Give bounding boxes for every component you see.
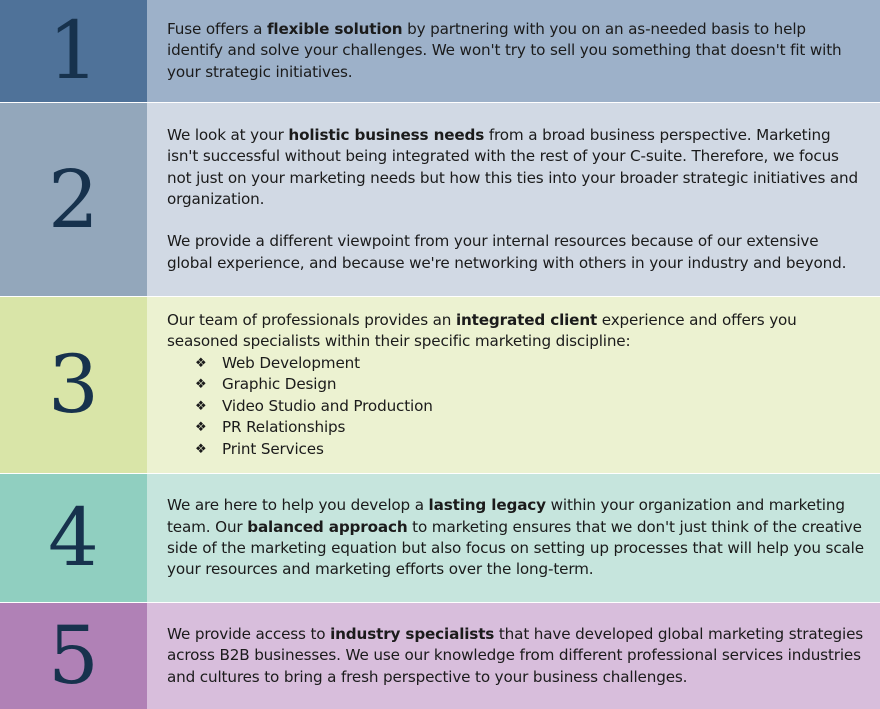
section-5 [0,603,880,709]
highlight-text: holistic business needs [288,125,485,144]
list-item [195,417,866,438]
section-number: 1 [0,0,147,102]
text-run: from a broad business perspective. Marketing isn't successful without being integrated with the rest of your C-suite. Therefore, we focus not just on your marketing needs but how this ties into your broader strategic initiatives and organization. [167,125,859,208]
section-3 [0,297,880,473]
highlight-text: integrated client [455,311,598,330]
paragraph-gap [167,210,866,231]
list-item-label: Graphic Design [222,375,337,394]
section-text [147,103,880,296]
paragraph [167,19,866,83]
paragraph [167,495,866,581]
list-item-label: Print Services [222,439,324,458]
diamond-bullet-icon: ❖ [195,355,207,371]
text-run: We are here to help you develop a [167,496,429,515]
highlight-text: flexible solution [266,19,403,38]
section-2 [0,103,880,296]
highlight-text: lasting legacy [428,496,546,515]
section-text [147,603,880,709]
list-item [195,353,866,374]
highlight-text: balanced approach [247,517,408,536]
paragraph [167,310,866,353]
diamond-bullet-icon: ❖ [195,441,207,457]
section-1 [0,0,880,102]
paragraph [167,624,866,688]
paragraph [167,125,866,211]
specialty-list [167,353,866,460]
section-number: 4 [0,474,147,602]
diamond-bullet-icon: ❖ [195,398,207,414]
list-item [195,374,866,395]
text-run: within your organization and marketing team. Our [167,496,845,536]
list-item [195,439,866,460]
text-run: Our team of professionals provides an [167,311,456,330]
text-run: by partnering with you on an as-needed basis to help identify and solve your challenges. We won't try to sell you something that doesn't fit with your strategic initiatives. [167,19,842,81]
section-text [147,297,880,473]
text-run: We provide access to [167,624,331,643]
list-item-label: Web Development [222,353,360,372]
section-number: 2 [0,103,147,296]
text-run: experience and offers you seasoned specialists within their specific marketing discipline: [167,311,797,351]
diamond-bullet-icon: ❖ [195,377,207,393]
highlight-text: industry specialists [330,624,495,643]
text-run: Fuse offers a [167,19,267,38]
list-item-label: Video Studio and Production [222,396,433,415]
text-run: to marketing ensures that we don't just think of the creative side of the marketing equation but also focus on setting up processes that will help you scale your resources and marketing efforts over the long-term. [167,517,864,579]
section-text [147,0,880,102]
text-run: We look at your [167,125,289,144]
paragraph [167,231,866,274]
section-4 [0,474,880,602]
section-number: 3 [0,297,147,473]
diamond-bullet-icon: ❖ [195,420,207,436]
list-item [195,396,866,417]
text-run: We provide a different viewpoint from your internal resources because of our extensive global experience, and because we're networking with others in your industry and beyond. [167,232,847,272]
section-text [147,474,880,602]
section-number: 5 [0,603,147,709]
list-item-label: PR Relationships [222,418,346,437]
text-run: that have developed global marketing strategies across B2B businesses. We use our knowledge from different professional services industries and cultures to bring a fresh perspective to your business challenges. [167,624,864,686]
